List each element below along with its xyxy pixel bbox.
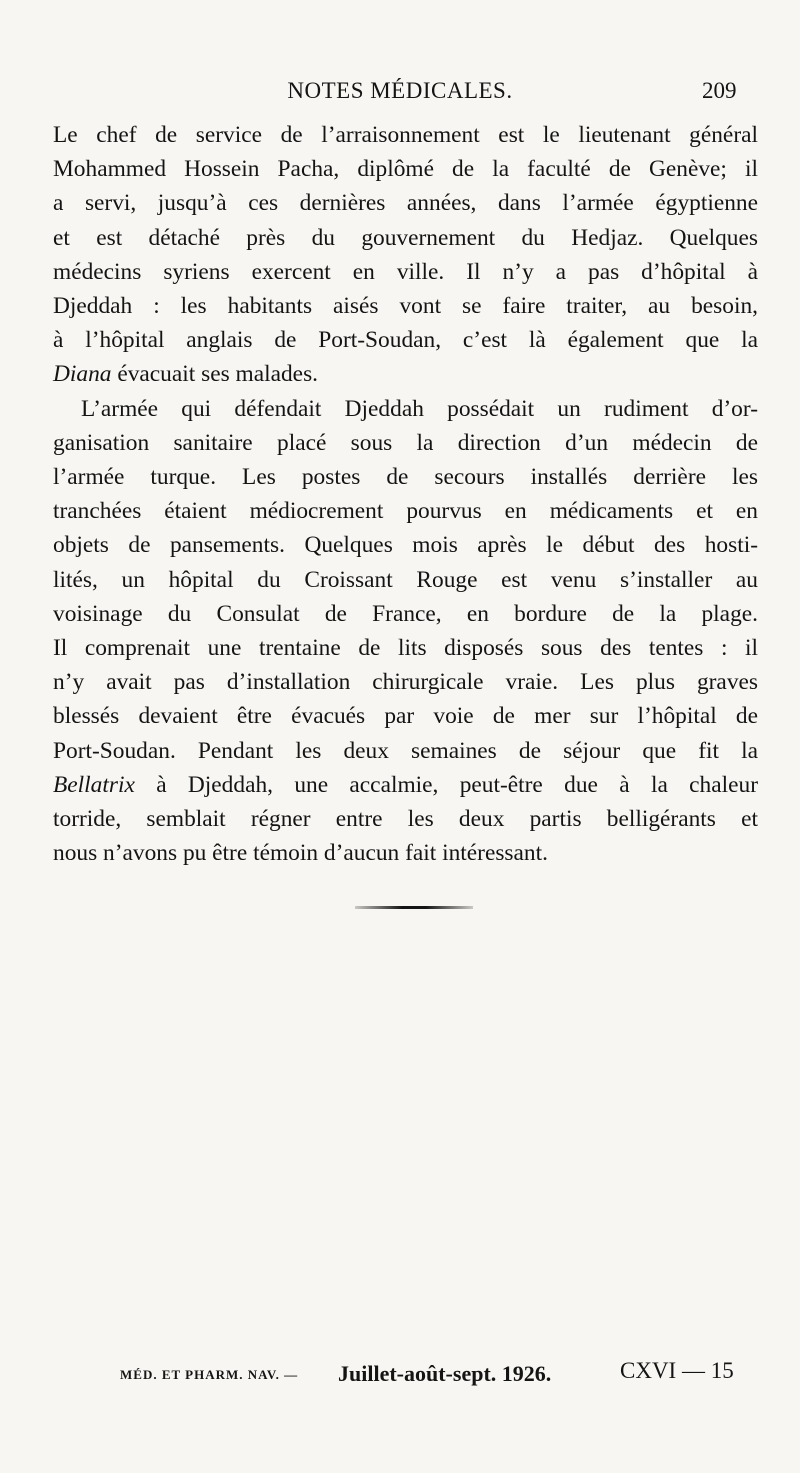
text-line: Port-Soudan. Pendant les deux semaines de séjour que fit la <box>53 737 758 764</box>
ship-name-bellatrix: Bellatrix <box>53 771 135 798</box>
text-line: médecins syriens exercent en ville. Il n’y a pas d’hôpital à <box>53 258 758 285</box>
body-text <box>53 118 758 870</box>
paragraph-2 <box>53 392 758 871</box>
text-line: Il comprenait une trentaine de lits disposés sous des tentes : il <box>53 635 758 662</box>
text-line: voisinage du Consulat de France, en bordure de la plage. <box>53 600 758 627</box>
text-line <box>53 357 758 391</box>
text-line <box>53 768 758 802</box>
text-line: blessés devaient être évacués par voie de mer sur l’hôpital de <box>53 703 758 730</box>
page-number: 209 <box>702 78 737 103</box>
text-line: Djeddah : les habitants aisés vont se faire traiter, au besoin, <box>53 293 758 320</box>
running-header: NOTES MÉDICALES. <box>287 78 513 103</box>
section-divider <box>355 906 473 909</box>
text-line: objets de pansements. Quelques mois après le début des hosti- <box>53 532 758 559</box>
text-line: nous n’avons pu être témoin d’aucun fait intéressant. <box>53 840 548 867</box>
text-line: l’armée turque. Les postes de secours installés derrière les <box>53 464 758 491</box>
text-line: Le chef de service de l’arraisonnement est le lieutenant général <box>53 122 758 148</box>
text-line: et est détaché près du gouvernement du Hedjaz. Quelques <box>53 224 758 251</box>
text-line: tranchées étaient médiocrement pourvus en médicaments et en <box>53 498 758 525</box>
text-line: lités, un hôpital du Croissant Rouge est venu s’installer au <box>53 566 758 593</box>
text-line: n’y avait pas d’installation chirurgicale vraie. Les plus graves <box>53 669 758 696</box>
text-fragment: à Djeddah, une accalmie, peut-être due à la chaleur <box>134 771 758 798</box>
text-line: L’armée qui défendait Djeddah possédait un rudiment d’or- <box>81 395 758 422</box>
text-line: à l’hôpital anglais de Port-Soudan, c’est là également que la <box>53 327 758 354</box>
text-line: Mohammed Hossein Pacha, diplômé de la faculté de Genève; il <box>53 156 758 183</box>
text-fragment: évacuait ses malades. <box>111 361 319 388</box>
text-line: ganisation sanitaire placé sous la direction d’un médecin de <box>53 429 758 456</box>
paragraph-1 <box>53 118 758 392</box>
footer-date: Juillet-août-sept. 1926. <box>338 1361 552 1386</box>
ship-name-diana: Diana <box>53 361 112 388</box>
footer-signature: CXVI — 15 <box>620 1358 734 1383</box>
text-line: a servi, jusqu’à ces dernières années, dans l’armée égyptienne <box>53 190 758 217</box>
text-line: torride, semblait régner entre les deux partis belligérants et <box>53 806 758 833</box>
footer-journal: MÉD. ET PHARM. NAV. — <box>120 1367 299 1382</box>
